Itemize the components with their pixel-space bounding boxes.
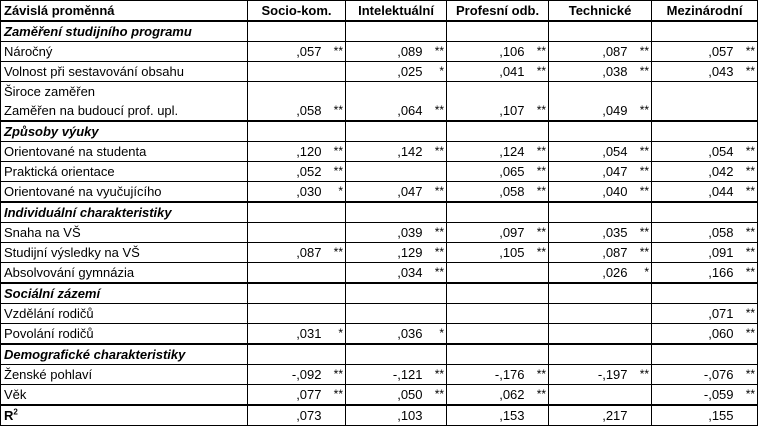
significance-marker	[630, 324, 652, 345]
significance-marker: **	[736, 142, 758, 162]
sig-cell	[527, 405, 549, 426]
significance-marker: **	[425, 365, 447, 385]
significance-marker: **	[736, 365, 758, 385]
significance-marker: **	[630, 243, 652, 263]
empty-cell	[346, 283, 425, 304]
significance-marker: *	[425, 62, 447, 82]
data-row	[1, 324, 758, 345]
significance-marker: **	[324, 385, 346, 406]
significance-marker	[324, 62, 346, 82]
data-row	[1, 263, 758, 284]
empty-cell	[630, 344, 652, 365]
empty-cell	[527, 21, 549, 42]
coefficient-value: ,044	[652, 182, 736, 203]
empty-cell	[248, 21, 324, 42]
significance-marker	[425, 162, 447, 182]
section-header-row	[1, 21, 758, 42]
empty-cell	[736, 121, 758, 142]
coefficient-value: ,043	[652, 62, 736, 82]
significance-marker: **	[527, 243, 549, 263]
significance-marker: **	[527, 101, 549, 121]
table-body	[1, 21, 758, 405]
significance-marker: **	[527, 162, 549, 182]
r-squared-value: ,155	[652, 405, 736, 426]
significance-marker: **	[527, 182, 549, 203]
sig-cell	[324, 405, 346, 426]
r-squared-value: ,103	[346, 405, 425, 426]
coefficient-value	[447, 263, 527, 284]
coefficient-value: ,097	[447, 223, 527, 243]
empty-cell	[736, 21, 758, 42]
empty-cell	[248, 283, 324, 304]
empty-cell	[346, 21, 425, 42]
coefficient-value	[652, 82, 736, 102]
significance-marker	[630, 304, 652, 324]
significance-marker	[527, 304, 549, 324]
column-header-mezinarodni: Mezinárodní	[652, 1, 758, 22]
coefficient-value	[248, 62, 324, 82]
empty-cell	[630, 21, 652, 42]
sig-cell	[630, 405, 652, 426]
significance-marker: **	[527, 223, 549, 243]
r-squared-superscript: 2	[13, 407, 18, 417]
empty-cell	[346, 344, 425, 365]
empty-cell	[549, 21, 630, 42]
significance-marker	[736, 101, 758, 121]
data-row	[1, 82, 758, 102]
significance-marker: **	[736, 304, 758, 324]
empty-cell	[549, 121, 630, 142]
empty-cell	[447, 121, 527, 142]
coefficient-value: ,057	[248, 42, 324, 62]
significance-marker: **	[527, 42, 549, 62]
coefficient-value	[549, 324, 630, 345]
coefficient-value: ,065	[447, 162, 527, 182]
r-squared-row	[1, 405, 758, 426]
r-squared-value: ,073	[248, 405, 324, 426]
empty-cell	[447, 344, 527, 365]
row-label: Orientované na vyučujícího	[1, 182, 248, 203]
significance-marker: **	[425, 223, 447, 243]
row-label: Praktická orientace	[1, 162, 248, 182]
significance-marker	[736, 82, 758, 102]
coefficient-value: ,039	[346, 223, 425, 243]
coefficient-value: ,142	[346, 142, 425, 162]
row-label: Vzdělání rodičů	[1, 304, 248, 324]
empty-cell	[447, 283, 527, 304]
empty-cell	[652, 202, 736, 223]
coefficient-value: ,035	[549, 223, 630, 243]
column-header-profesni-odb: Profesní odb.	[447, 1, 549, 22]
coefficient-value: ,047	[549, 162, 630, 182]
empty-cell	[630, 202, 652, 223]
significance-marker	[527, 263, 549, 284]
empty-cell	[425, 344, 447, 365]
empty-cell	[248, 202, 324, 223]
row-label: Náročný	[1, 42, 248, 62]
coefficient-value: ,077	[248, 385, 324, 406]
significance-marker: **	[736, 62, 758, 82]
empty-cell	[630, 121, 652, 142]
coefficient-value: ,087	[549, 42, 630, 62]
row-label: Studijní výsledky na VŠ	[1, 243, 248, 263]
coefficient-value	[447, 304, 527, 324]
coefficient-value: ,071	[652, 304, 736, 324]
coefficient-value: ,105	[447, 243, 527, 263]
coefficient-value: ,060	[652, 324, 736, 345]
significance-marker: **	[630, 223, 652, 243]
coefficient-value: ,091	[652, 243, 736, 263]
significance-marker: **	[425, 263, 447, 284]
significance-marker: **	[736, 243, 758, 263]
empty-cell	[324, 202, 346, 223]
empty-cell	[425, 202, 447, 223]
empty-cell	[527, 283, 549, 304]
r-squared-value: ,217	[549, 405, 630, 426]
coefficient-value: ,129	[346, 243, 425, 263]
section-header-row	[1, 121, 758, 142]
empty-cell	[652, 344, 736, 365]
significance-marker	[527, 324, 549, 345]
significance-marker: **	[324, 365, 346, 385]
section-header-row	[1, 202, 758, 223]
column-header-intelektualni: Intelektuální	[346, 1, 447, 22]
empty-cell	[447, 21, 527, 42]
empty-cell	[652, 283, 736, 304]
sig-cell	[425, 405, 447, 426]
significance-marker	[324, 304, 346, 324]
empty-cell	[425, 121, 447, 142]
empty-cell	[425, 283, 447, 304]
coefficient-value	[346, 304, 425, 324]
coefficient-value: ,041	[447, 62, 527, 82]
r-squared-value: ,153	[447, 405, 527, 426]
coefficient-value	[248, 223, 324, 243]
coefficient-value	[447, 324, 527, 345]
significance-marker: *	[425, 324, 447, 345]
data-row	[1, 304, 758, 324]
coefficient-value	[248, 304, 324, 324]
coefficient-value	[447, 82, 527, 102]
significance-marker: **	[736, 182, 758, 203]
empty-cell	[736, 202, 758, 223]
coefficient-value: ,107	[447, 101, 527, 121]
section-title: Způsoby výuky	[1, 121, 248, 142]
section-title: Individuální charakteristiky	[1, 202, 248, 223]
row-label: Orientované na studenta	[1, 142, 248, 162]
significance-marker: **	[736, 162, 758, 182]
coefficient-value: ,054	[549, 142, 630, 162]
coefficient-value: ,050	[346, 385, 425, 406]
coefficient-value: ,058	[447, 182, 527, 203]
data-row	[1, 101, 758, 121]
coefficient-value: ,120	[248, 142, 324, 162]
empty-cell	[527, 344, 549, 365]
coefficient-value: -,092	[248, 365, 324, 385]
significance-marker: **	[324, 101, 346, 121]
header-row	[1, 1, 758, 22]
data-row	[1, 182, 758, 203]
row-label: Volnost při sestavování obsahu	[1, 62, 248, 82]
dependent-variable-header: Závislá proměnná	[1, 1, 248, 22]
row-label: Povolání rodičů	[1, 324, 248, 345]
empty-cell	[527, 202, 549, 223]
significance-marker: *	[630, 263, 652, 284]
significance-marker	[630, 82, 652, 102]
significance-marker: **	[324, 243, 346, 263]
coefficient-value: -,076	[652, 365, 736, 385]
coefficient-value: ,089	[346, 42, 425, 62]
empty-cell	[248, 344, 324, 365]
row-label: Snaha na VŠ	[1, 223, 248, 243]
coefficient-value	[652, 101, 736, 121]
data-row	[1, 162, 758, 182]
data-row	[1, 243, 758, 263]
empty-cell	[248, 121, 324, 142]
row-label: Věk	[1, 385, 248, 406]
significance-marker: **	[527, 62, 549, 82]
section-title: Demografické charakteristiky	[1, 344, 248, 365]
coefficient-value	[549, 385, 630, 406]
significance-marker	[324, 263, 346, 284]
coefficient-value	[549, 82, 630, 102]
row-label: Ženské pohlaví	[1, 365, 248, 385]
significance-marker: *	[324, 182, 346, 203]
significance-marker	[630, 385, 652, 406]
coefficient-value: ,062	[447, 385, 527, 406]
significance-marker: **	[527, 365, 549, 385]
significance-marker: *	[324, 324, 346, 345]
coefficient-value: -,197	[549, 365, 630, 385]
significance-marker: **	[425, 42, 447, 62]
data-row	[1, 142, 758, 162]
coefficient-value: -,121	[346, 365, 425, 385]
empty-cell	[346, 121, 425, 142]
coefficient-value: ,124	[447, 142, 527, 162]
coefficient-value: ,042	[652, 162, 736, 182]
significance-marker: **	[736, 263, 758, 284]
coefficient-value: ,031	[248, 324, 324, 345]
significance-marker: **	[736, 324, 758, 345]
significance-marker: **	[736, 42, 758, 62]
coefficient-value	[248, 82, 324, 102]
row-label: Zaměřen na budoucí prof. upl.	[1, 101, 248, 121]
coefficient-value: -,176	[447, 365, 527, 385]
coefficient-value: ,106	[447, 42, 527, 62]
coefficient-value: -,059	[652, 385, 736, 406]
coefficient-value: ,049	[549, 101, 630, 121]
coefficient-value	[549, 304, 630, 324]
significance-marker: **	[425, 243, 447, 263]
significance-marker: **	[630, 162, 652, 182]
significance-marker	[425, 304, 447, 324]
empty-cell	[324, 344, 346, 365]
coefficient-value: ,034	[346, 263, 425, 284]
significance-marker: **	[324, 142, 346, 162]
empty-cell	[346, 202, 425, 223]
row-label: Široce zaměřen	[1, 82, 248, 102]
empty-cell	[549, 283, 630, 304]
coefficient-value: ,040	[549, 182, 630, 203]
sig-cell	[736, 405, 758, 426]
significance-marker	[527, 82, 549, 102]
coefficient-value: ,036	[346, 324, 425, 345]
empty-cell	[652, 21, 736, 42]
empty-cell	[630, 283, 652, 304]
significance-marker: **	[630, 62, 652, 82]
empty-cell	[324, 21, 346, 42]
data-row	[1, 365, 758, 385]
significance-marker: **	[630, 142, 652, 162]
significance-marker: **	[630, 101, 652, 121]
significance-marker: **	[425, 182, 447, 203]
significance-marker: **	[527, 385, 549, 406]
coefficient-value: ,025	[346, 62, 425, 82]
coefficient-value	[346, 162, 425, 182]
data-row	[1, 42, 758, 62]
empty-cell	[549, 344, 630, 365]
r-squared-letter: R	[4, 408, 14, 423]
empty-cell	[324, 121, 346, 142]
data-row	[1, 385, 758, 406]
data-row	[1, 62, 758, 82]
coefficient-value: ,054	[652, 142, 736, 162]
empty-cell	[324, 283, 346, 304]
section-header-row	[1, 344, 758, 365]
significance-marker	[324, 82, 346, 102]
empty-cell	[736, 344, 758, 365]
coefficient-value: ,030	[248, 182, 324, 203]
coefficient-value: ,057	[652, 42, 736, 62]
section-title: Zaměření studijního programu	[1, 21, 248, 42]
coefficient-value	[346, 82, 425, 102]
coefficient-value	[248, 263, 324, 284]
coefficient-value: ,058	[652, 223, 736, 243]
significance-marker	[324, 223, 346, 243]
column-header-socio-kom: Socio-kom.	[248, 1, 346, 22]
data-row	[1, 223, 758, 243]
coefficient-value: ,052	[248, 162, 324, 182]
coefficient-value: ,047	[346, 182, 425, 203]
empty-cell	[549, 202, 630, 223]
significance-marker: **	[736, 385, 758, 406]
row-label: Absolvování gymnázia	[1, 263, 248, 284]
column-header-technicke: Technické	[549, 1, 652, 22]
section-title: Sociální zázemí	[1, 283, 248, 304]
coefficient-value: ,087	[248, 243, 324, 263]
significance-marker: **	[324, 162, 346, 182]
significance-marker: **	[425, 142, 447, 162]
empty-cell	[527, 121, 549, 142]
empty-cell	[447, 202, 527, 223]
significance-marker: **	[527, 142, 549, 162]
empty-cell	[652, 121, 736, 142]
significance-marker: **	[736, 223, 758, 243]
significance-marker: **	[425, 101, 447, 121]
significance-marker: **	[425, 385, 447, 406]
r-squared-label	[1, 405, 248, 426]
coefficient-value: ,064	[346, 101, 425, 121]
significance-marker	[425, 82, 447, 102]
significance-marker: **	[324, 42, 346, 62]
coefficient-value: ,166	[652, 263, 736, 284]
significance-marker: **	[630, 182, 652, 203]
empty-cell	[425, 21, 447, 42]
coefficient-value: ,087	[549, 243, 630, 263]
coefficient-value: ,058	[248, 101, 324, 121]
empty-cell	[736, 283, 758, 304]
coefficient-value: ,038	[549, 62, 630, 82]
significance-marker: **	[630, 365, 652, 385]
significance-marker: **	[630, 42, 652, 62]
section-header-row	[1, 283, 758, 304]
coefficient-value: ,026	[549, 263, 630, 284]
